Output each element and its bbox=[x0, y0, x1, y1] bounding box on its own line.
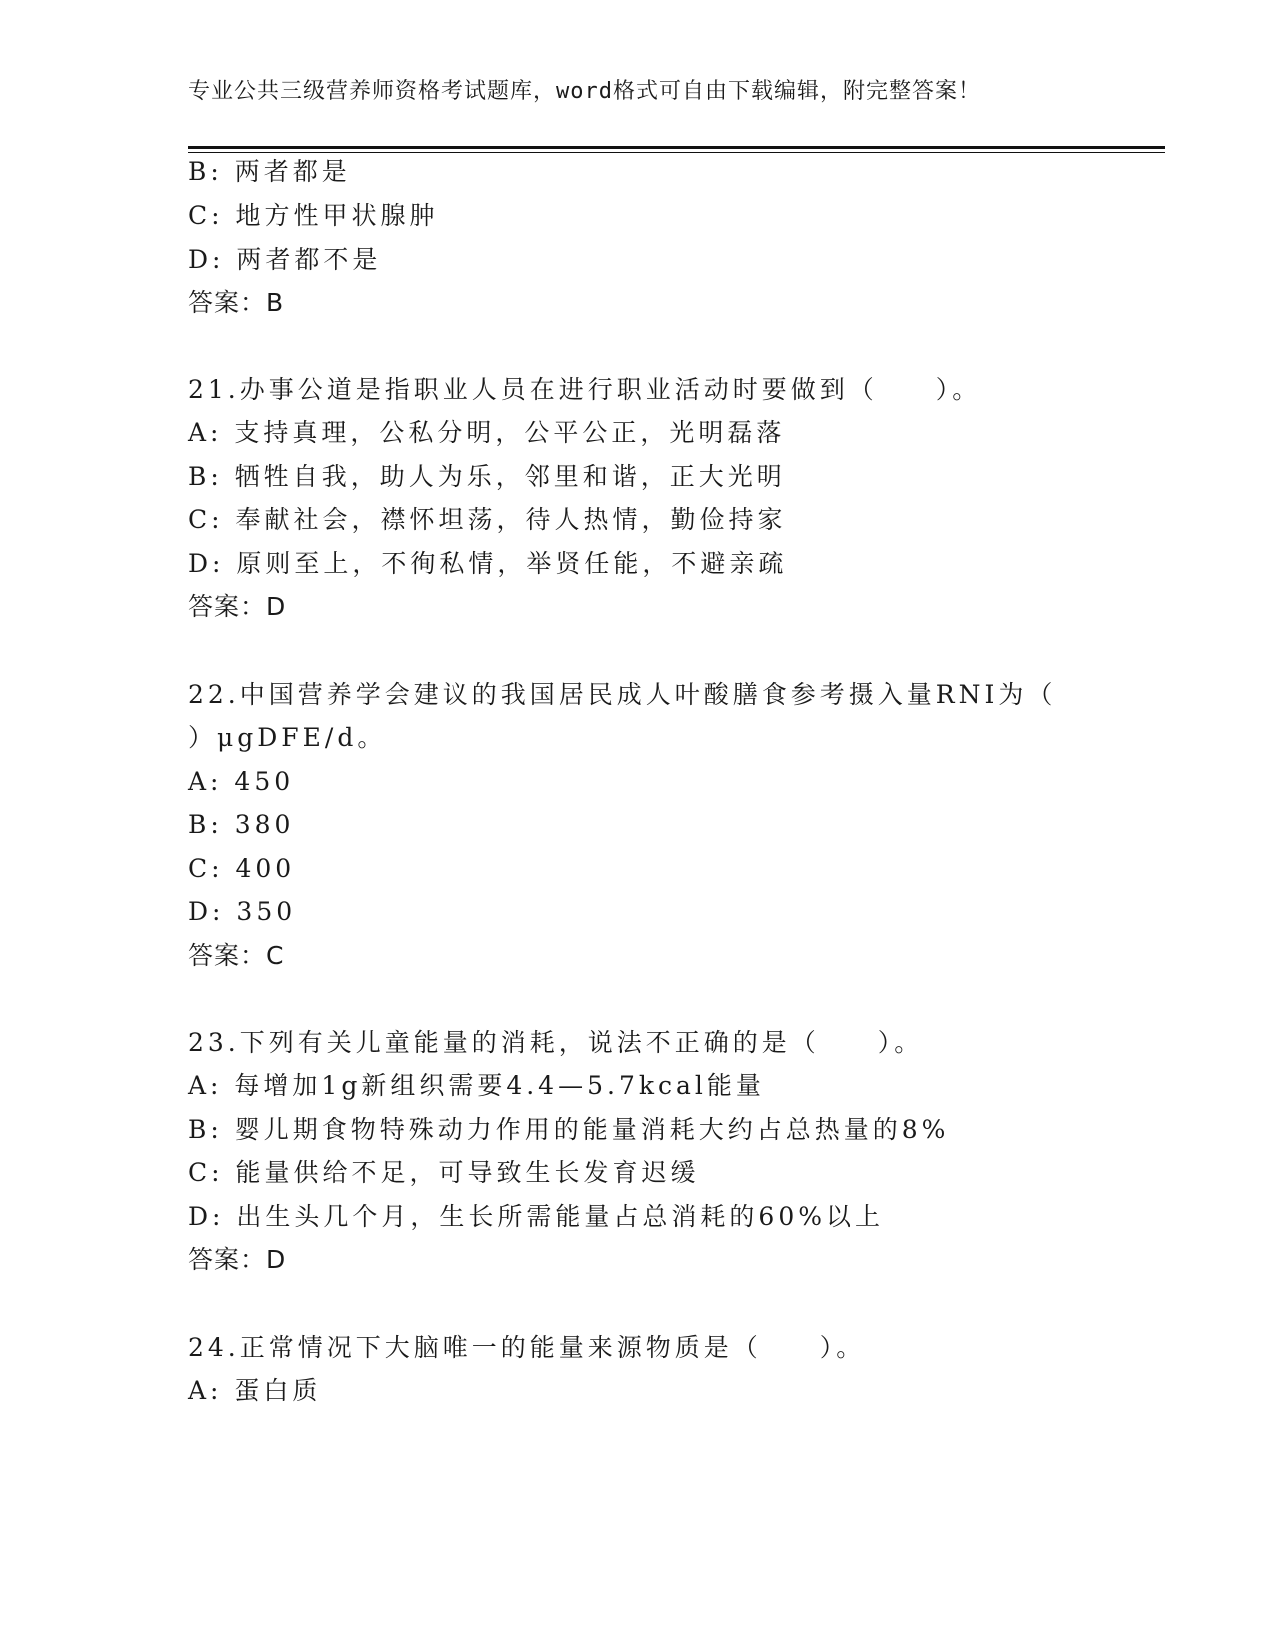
option-line: D: 原则至上，不徇私情，举贤任能，不避亲疏 bbox=[188, 549, 788, 578]
option-line: A: 蛋白质 bbox=[188, 1376, 322, 1405]
question-stem: 24.正常情况下大脑唯一的能量来源物质是（ ）。 bbox=[188, 1333, 866, 1362]
option-line: C: 能量供给不足，可导致生长发育迟缓 bbox=[188, 1158, 700, 1187]
header-divider-thick bbox=[188, 146, 1165, 149]
header-divider-thin bbox=[188, 152, 1165, 153]
answer-line: 答案：C bbox=[188, 941, 285, 970]
question-stem-continued: ）μgDFE/d。 bbox=[188, 723, 387, 752]
option-line: B: 牺牲自我，助人为乐，邻里和谐，正大光明 bbox=[188, 462, 786, 491]
answer-line: 答案：D bbox=[188, 592, 287, 621]
option-line: B: 两者都是 bbox=[188, 157, 351, 186]
option-line: C: 地方性甲状腺肿 bbox=[188, 201, 439, 230]
option-line: D: 出生头几个月，生长所需能量占总消耗的60%以上 bbox=[188, 1202, 884, 1231]
answer-line: 答案：B bbox=[188, 288, 285, 317]
option-line: A: 450 bbox=[188, 767, 295, 796]
option-line: C: 奉献社会，襟怀坦荡，待人热情，勤俭持家 bbox=[188, 505, 787, 534]
answer-line: 答案：D bbox=[188, 1245, 287, 1274]
question-stem: 23.下列有关儿童能量的消耗，说法不正确的是（ ）。 bbox=[188, 1028, 924, 1057]
question-stem: 22.中国营养学会建议的我国居民成人叶酸膳食参考摄入量RNI为（ bbox=[188, 680, 1057, 709]
option-line: A: 支持真理，公私分明，公平公正，光明磊落 bbox=[188, 418, 786, 447]
option-line: B: 婴儿期食物特殊动力作用的能量消耗大约占总热量的8% bbox=[188, 1115, 950, 1144]
option-line: C: 400 bbox=[188, 854, 296, 883]
option-line: B: 380 bbox=[188, 810, 295, 839]
option-line: A: 每增加1g新组织需要4.4—5.7kcal能量 bbox=[188, 1071, 765, 1100]
option-line: D: 两者都不是 bbox=[188, 245, 382, 274]
question-stem: 21.办事公道是指职业人员在进行职业活动时要做到（ ）。 bbox=[188, 375, 982, 404]
option-line: D: 350 bbox=[188, 897, 297, 926]
page-header: 专业公共三级营养师资格考试题库，word格式可自由下载编辑，附完整答案！ bbox=[188, 79, 981, 104]
